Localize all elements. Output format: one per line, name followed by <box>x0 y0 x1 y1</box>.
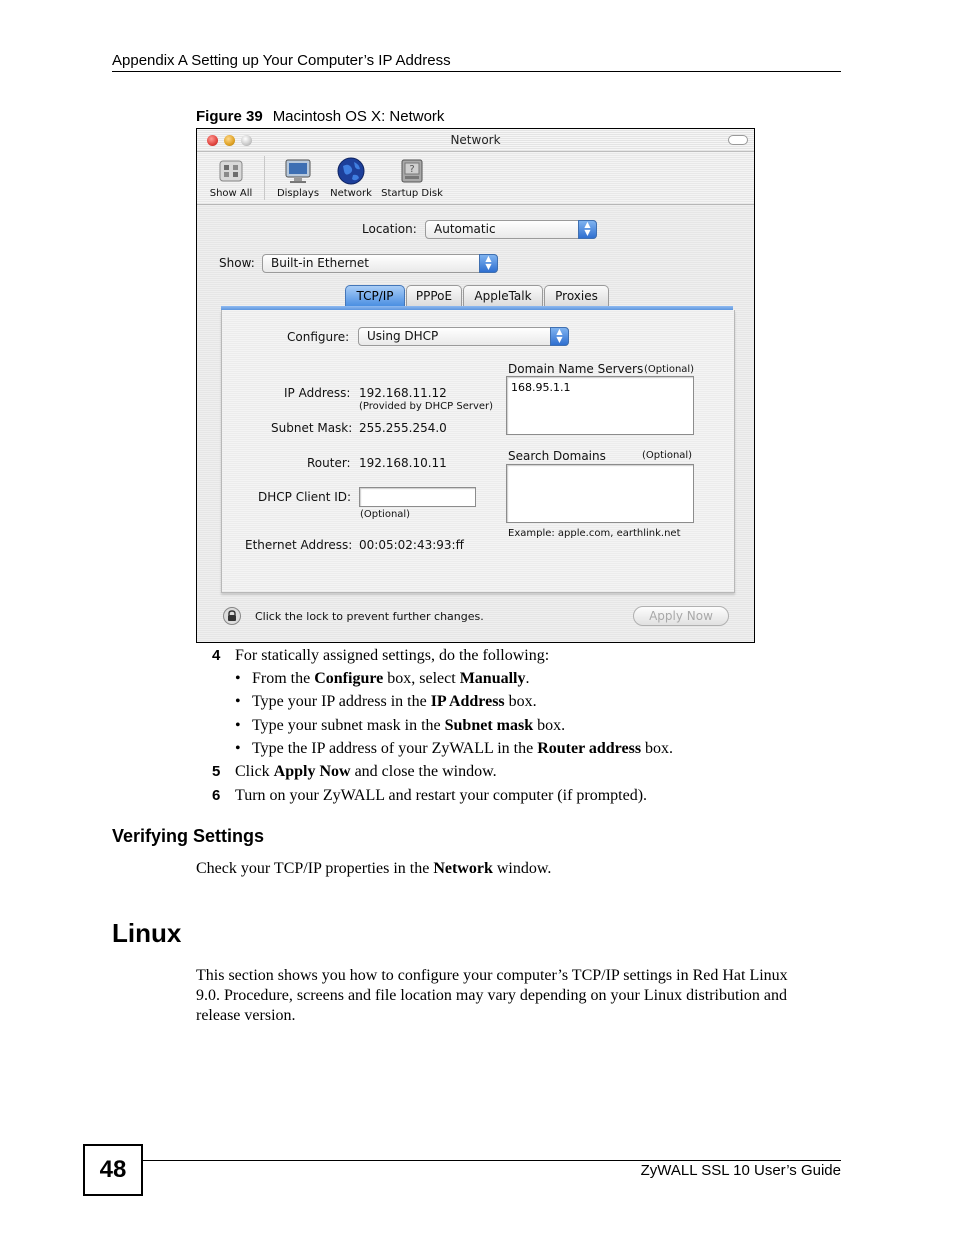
toolbar-show-all[interactable]: Show All <box>207 156 255 199</box>
verifying-text: Check your TCP/IP properties in the Network window. <box>196 860 552 877</box>
apply-now-button[interactable]: Apply Now <box>633 606 729 626</box>
window-titlebar <box>197 129 754 152</box>
bullet-subnet-mask: Type your subnet mask in the Subnet mask box. <box>252 717 566 734</box>
bullet-marker: • <box>235 740 241 757</box>
window-title: Network <box>450 133 501 147</box>
step-6-text: Turn on your ZyWALL and restart your computer (if prompted). <box>235 787 648 804</box>
bullet-router: Type the IP address of your ZyWALL in the Router address box. <box>252 740 674 757</box>
dhcp-client-id-label: DHCP Client ID: <box>258 490 352 504</box>
running-footer: ZyWALL SSL 10 User’s Guide <box>640 1162 841 1179</box>
step-number: 5 <box>212 763 221 780</box>
tab-pppoe[interactable]: PPPoE <box>406 285 462 306</box>
ip-address-label: IP Address: <box>284 386 351 400</box>
popup-arrows-icon: ▲ ▼ <box>479 254 498 273</box>
configure-label: Configure: <box>287 330 350 344</box>
tab-tcpip[interactable]: TCP/IP <box>345 285 405 306</box>
ethernet-address-value: 00:05:02:43:93:ff <box>359 538 464 552</box>
bullet-marker: • <box>235 717 241 734</box>
bullet-ip-address: Type your IP address in the IP Address box. <box>252 693 537 710</box>
bullet-marker: • <box>235 670 241 687</box>
linux-paragraph-line-1: This section shows you how to configure your computer’s TCP/IP settings in Red Hat Linux <box>196 967 788 984</box>
toolbar-displays[interactable]: Displays <box>273 156 323 199</box>
display-icon <box>283 156 313 186</box>
popup-arrows-icon: ▲ ▼ <box>578 220 597 239</box>
lock-message: Click the lock to prevent further changes. <box>255 610 484 623</box>
section-heading-linux: Linux <box>112 918 182 948</box>
bullet-configure: From the Configure box, select Manually. <box>252 670 530 687</box>
configure-popup[interactable]: Using DHCP ▲ ▼ <box>358 327 569 346</box>
dhcp-client-id-field[interactable] <box>359 487 476 507</box>
location-popup[interactable]: Automatic ▲ ▼ <box>425 220 597 239</box>
show-popup[interactable]: Built-in Ethernet ▲ ▼ <box>262 254 498 273</box>
subnet-mask-label: Subnet Mask: <box>271 421 353 435</box>
show-label: Show: <box>219 256 255 270</box>
page-number: 48 <box>83 1144 143 1196</box>
step-4-text: For statically assigned settings, do the following: <box>235 647 550 664</box>
toolbar-network[interactable]: Network <box>325 156 377 199</box>
step-number: 6 <box>212 787 221 804</box>
dns-field[interactable]: 168.95.1.1 <box>506 376 694 435</box>
step-5-text: Click Apply Now and close the window. <box>235 763 497 780</box>
section-heading-verifying: Verifying Settings <box>112 826 265 846</box>
search-domains-label: Search Domains <box>508 449 606 463</box>
figure-title: Macintosh OS X: Network <box>272 108 445 125</box>
linux-paragraph-line-2: 9.0. Procedure, screens and file location may vary depending on your Linux distribution and <box>196 987 787 1004</box>
window-content <box>197 205 754 642</box>
linux-paragraph-line-3: release version. <box>196 1007 296 1024</box>
network-window-screenshot <box>196 128 755 643</box>
ethernet-address-label: Ethernet Address: <box>245 538 353 552</box>
startup-disk-icon <box>397 156 427 186</box>
router-label: Router: <box>307 456 351 470</box>
toolbar-startup-disk[interactable]: ? Startup Disk <box>379 156 445 199</box>
running-header: Appendix A Setting up Your Computer’s IP Address <box>112 52 451 69</box>
show-all-icon <box>216 156 246 186</box>
toolbar <box>197 152 754 205</box>
router-value: 192.168.10.11 <box>359 456 447 470</box>
popup-arrows-icon: ▲ ▼ <box>550 327 569 346</box>
tab-appletalk[interactable]: AppleTalk <box>463 285 543 306</box>
ip-address-note: (Provided by DHCP Server) <box>359 401 494 412</box>
lock-icon[interactable] <box>223 607 241 625</box>
search-domains-optional: (Optional) <box>642 450 693 461</box>
svg-text:?: ? <box>409 164 415 175</box>
dns-label: Domain Name Servers <box>508 362 644 376</box>
search-domains-field[interactable] <box>506 464 694 523</box>
dhcp-optional: (Optional) <box>360 509 411 520</box>
dns-optional: (Optional) <box>644 364 695 375</box>
globe-icon <box>336 156 366 186</box>
figure-caption <box>196 108 444 125</box>
toolbar-toggle-button[interactable] <box>728 135 748 145</box>
toolbar-separator <box>264 156 265 200</box>
footer-rule <box>141 1160 841 1161</box>
header-rule <box>112 71 841 72</box>
subnet-mask-value: 255.255.254.0 <box>359 421 447 435</box>
bullet-marker: • <box>235 693 241 710</box>
step-number: 4 <box>212 647 221 664</box>
search-domains-example: Example: apple.com, earthlink.net <box>508 528 681 539</box>
location-label: Location: <box>362 222 417 236</box>
figure-label: Figure 39 <box>196 108 263 125</box>
tab-proxies[interactable]: Proxies <box>544 285 609 306</box>
ip-address-value: 192.168.11.12 <box>359 386 447 400</box>
tcpip-panel <box>221 310 735 593</box>
